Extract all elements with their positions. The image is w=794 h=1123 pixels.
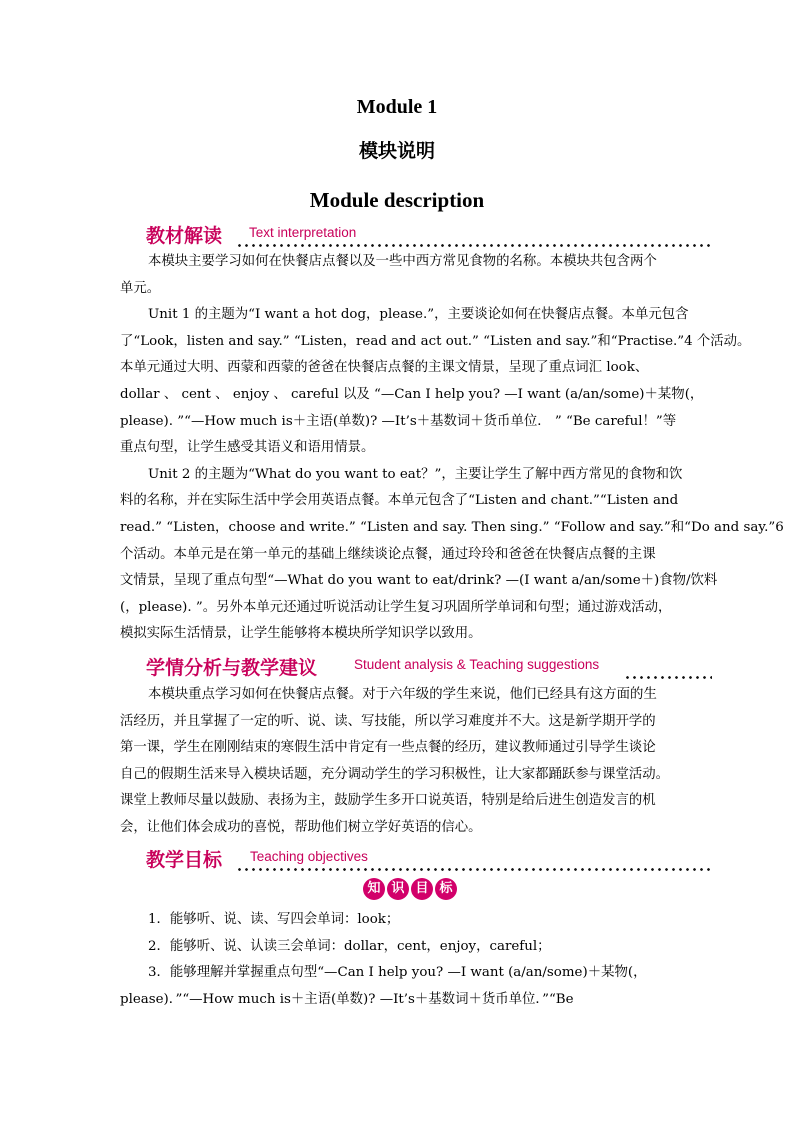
section-cn-label: 教学目标 [146,849,223,871]
paragraph-line: 活经历，并且掌握了一定的听、说、读、写技能，所以学习难度并不大。这是新学期开学的 [120,713,656,729]
objective-item: please)．”“—How much is＋主语(单数)? —It’s＋基数词＋货币单位．”“Be [120,991,574,1007]
paragraph-line: 本单元通过大明、西蒙和西蒙的爸爸在快餐店点餐的主课文情景，呈现了重点词汇 look、 [120,360,649,376]
paragraph-line: 本模块主要学习如何在快餐店点餐以及一些中西方常见食物的名称。本模块共包含两个 [148,254,657,269]
paragraph-line: 第一课，学生在刚刚结束的寒假生活中肯定有一些点餐的经历，建议教师通过引导学生谈论 [120,740,656,756]
student-analysis-body [120,682,675,842]
objective-item: 2．能够听、说、认读三会单词：dollar，cent，enjoy，careful； [148,938,551,954]
paragraph-line: please). ”“—How much is＋主语(单数)? —It’s＋基数词＋货币单位． ” “Be careful！”等 [120,413,677,429]
paragraph-line: Unit 1 的主题为“I want a hot dog，please.”，主要谈论如何在快餐店点餐。本单元包含 [148,307,689,323]
paragraph-line: 了“Look，listen and say.” “Listen，read and act out.” “Listen and say.”和“Practise.”4 个活动。 [120,333,751,349]
section-heading-student-analysis [146,654,712,680]
badge-char: 目 [411,878,433,900]
badge-char: 标 [435,878,457,900]
paragraph-line: 自己的假期生活来导入模块话题，充分调动学生的学习积极性，让大家都踊跃参与课堂活动。 [120,766,670,782]
paragraph-line: read.” “Listen，choose and write.” “Listen and say. Then sing.” “Follow and say.”和“Do and say.”6 [120,519,784,535]
module-cn-title: 模块说明 [358,140,435,162]
dotted-divider [624,676,712,679]
section-en-label: Text interpretation [249,225,357,240]
paragraph-line: 模拟实际生活情景，让学生能够将本模块所学知识学以致用。 [120,626,482,642]
objectives-list [120,907,675,1013]
badge-char: 识 [387,878,409,900]
knowledge-objectives-badge [363,878,457,900]
paragraph-line: 会，让他们体会成功的喜悦，帮助他们树立学好英语的信心。 [120,819,482,835]
section-heading-text-interpretation [146,222,712,248]
paragraph-line: 本模块重点学习如何在快餐店点餐。对于六年级的学生来说，他们已经具有这方面的生 [148,687,657,702]
text-interpretation-body [120,249,784,648]
badge-char: 知 [363,878,385,900]
paragraph-line: 课堂上教师尽量以鼓励、表扬为主，鼓励学生多开口说英语，特别是给后进生创造发言的机 [120,793,656,809]
objective-item: 1．能够听、说、读、写四会单词：look； [148,912,400,927]
dotted-divider [236,244,712,247]
module-en-title: Module description [309,188,485,212]
paragraph-line: 单元。 [120,280,161,296]
paragraph-line: Unit 2 的主题为“What do you want to eat？”，主要让学生了解中西方常见的食物和饮 [148,466,683,482]
paragraph-line: 重点句型，让学生感受其语义和语用情景。 [120,440,375,456]
dotted-divider [236,868,712,871]
section-cn-label: 学情分析与教学建议 [146,657,318,679]
section-en-label: Student analysis & Teaching suggestions [354,657,600,672]
module-number: Module 1 [356,96,438,118]
paragraph-line: 文情景，呈现了重点句型“—What do you want to eat/drink? —(I want a/an/some＋)食物/饮料 [120,573,718,589]
objective-item: 3．能够理解并掌握重点句型“—Can I help you? —I want (a/an/some)＋某物(， [148,965,647,981]
section-en-label: Teaching objectives [250,849,368,864]
paragraph-line: 料的名称，并在实际生活中学会用英语点餐。本单元包含了“Listen and chant.”“Listen and [120,493,679,509]
paragraph-line: 个活动。本单元是在第一单元的基础上继续谈论点餐，通过玲玲和爸爸在快餐店点餐的主课 [120,546,656,562]
section-cn-label: 教材解读 [146,225,223,247]
paragraph-line: (，please). ”。另外本单元还通过听说活动让学生复习巩固所学单词和句型；通过游戏活动， [120,599,672,615]
section-heading-teaching-objectives [146,846,712,872]
paragraph-line: dollar 、 cent 、 enjoy 、 careful 以及 “—Can I help you? —I want (a/an/some)＋某物(， [120,386,704,402]
